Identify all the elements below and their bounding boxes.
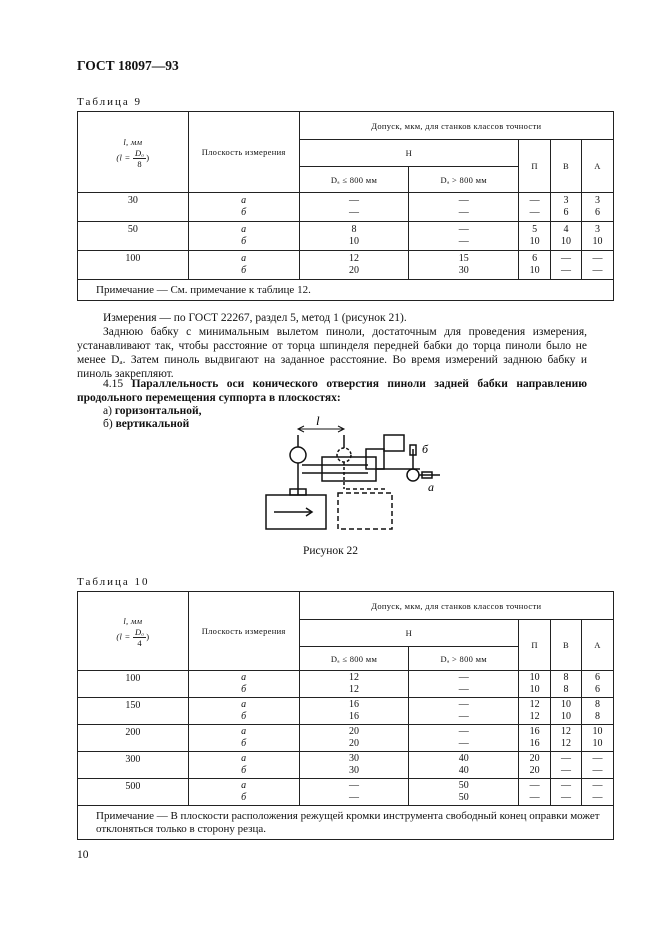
- h-le-cell-value: 16: [348, 711, 359, 722]
- v-cell-value: 12: [561, 738, 572, 749]
- h-le-cell-value: —: [348, 780, 359, 791]
- v-cell-value: —: [561, 780, 572, 791]
- table-row: [78, 725, 614, 752]
- a-cell: [582, 193, 614, 222]
- p-cell: [519, 779, 551, 806]
- plane-cell-value: б: [241, 765, 247, 776]
- h-le-cell-value: 20: [348, 726, 359, 737]
- l-cell: 50: [78, 222, 189, 251]
- col-l-header: l, мм (l = $\frac{\text{Dₐ}}{4}$ ): [78, 592, 189, 671]
- h-le-cell-value: 12: [348, 672, 359, 683]
- a-cell-value: —: [592, 765, 603, 776]
- v-cell-value: 10: [561, 236, 572, 247]
- p-cell: [519, 251, 551, 280]
- table9-caption: Таблица 9: [77, 96, 143, 108]
- h-gt-cell: [409, 779, 519, 806]
- a-cell-value: 6: [595, 684, 600, 695]
- v-cell-value: 3: [563, 195, 569, 206]
- h-gt-cell-value: 50: [458, 780, 469, 791]
- v-cell-value: 10: [561, 711, 572, 722]
- p-cell-value: 10: [529, 265, 540, 276]
- plane-cell-value: а: [241, 672, 247, 683]
- sub-le-header: Dₐ ≤ 800 мм: [299, 167, 409, 193]
- class-a-header: А: [582, 140, 614, 193]
- h-le-cell: [299, 752, 409, 779]
- h-le-cell-value: —: [348, 792, 359, 803]
- v-cell: [551, 752, 582, 779]
- p-cell-value: 10: [529, 672, 540, 683]
- h-le-cell: [299, 698, 409, 725]
- h-le-cell-value: 20: [348, 738, 359, 749]
- figure-22-caption: Рисунок 22: [302, 545, 359, 557]
- plane-cell-value: б: [241, 265, 247, 276]
- v-cell-value: —: [561, 253, 572, 264]
- l-cell: 100: [78, 671, 189, 698]
- plane-cell-value: а: [241, 780, 247, 791]
- table-row: [78, 251, 614, 280]
- p-cell-value: 12: [529, 711, 540, 722]
- plane-cell-value: б: [241, 711, 247, 722]
- table-row: [78, 671, 614, 698]
- v-cell: [551, 779, 582, 806]
- plane-cell-value: б: [241, 792, 247, 803]
- plane-cell-value: а: [241, 195, 247, 206]
- plane-cell-value: а: [241, 253, 247, 264]
- paragraph-measurement: Измерения — по ГОСТ 22267, раздел 5, метод 1 (рисунок 21).: [103, 312, 407, 324]
- item-a: а) горизонтальной,: [103, 405, 202, 417]
- a-cell: [582, 779, 614, 806]
- plane-cell: [188, 251, 299, 280]
- a-cell-value: 10: [592, 738, 603, 749]
- v-cell: [551, 698, 582, 725]
- class-h-header: Н: [299, 140, 519, 167]
- h-gt-cell-value: 40: [458, 765, 469, 776]
- h-gt-cell-value: —: [458, 672, 469, 683]
- plane-cell-value: б: [241, 236, 247, 247]
- h-le-cell-value: 8: [351, 224, 357, 235]
- p-cell-value: —: [529, 780, 540, 791]
- table10-caption: Таблица 10: [77, 576, 150, 588]
- plane-cell-value: а: [241, 753, 247, 764]
- h-le-cell-value: —: [348, 195, 359, 206]
- l-cell: 100: [78, 251, 189, 280]
- page-number: 10: [77, 849, 89, 861]
- paragraph-tailstock: Заднюю бабку с минимальным вылетом пиноли, достаточным для проведения измерения, устанавливают так, чтобы расстояние от торца шпинделя передней бабки до торца пиноли было не менее Dₐ. Затем пиноль выдвигают на заданное расстояние. Во время измерений заднюю бабку и пиноль закрепляют.: [77, 326, 587, 380]
- p-cell-value: 20: [529, 753, 540, 764]
- h-gt-cell-value: 30: [458, 265, 469, 276]
- h-gt-cell: [409, 251, 519, 280]
- h-le-cell: [299, 222, 409, 251]
- a-cell-value: 6: [595, 672, 600, 683]
- a-cell-value: 10: [592, 236, 603, 247]
- col-l-header: l, мм (l = $\frac{\text{Dₐ}}{8}$ ): [78, 112, 189, 193]
- a-cell: [582, 222, 614, 251]
- plane-cell: [188, 222, 299, 251]
- h-le-cell-value: 20: [348, 265, 359, 276]
- l-cell: 30: [78, 193, 189, 222]
- figure-22-diagram: [262, 415, 462, 535]
- plane-cell-value: а: [241, 726, 247, 737]
- figure-label-a: а: [428, 480, 434, 494]
- plane-cell: [188, 779, 299, 806]
- p-cell: [519, 698, 551, 725]
- h-le-cell: [299, 193, 409, 222]
- h-gt-cell: [409, 671, 519, 698]
- p-cell-value: 20: [529, 765, 540, 776]
- figure-label-b: б: [422, 442, 429, 456]
- h-le-cell-value: 12: [348, 253, 359, 264]
- l-cell: 500: [78, 779, 189, 806]
- v-cell-value: 8: [563, 684, 569, 695]
- h-gt-cell-value: —: [458, 726, 469, 737]
- a-cell-value: 10: [592, 726, 603, 737]
- h-gt-cell-value: 40: [458, 753, 469, 764]
- page-header: ГОСТ 18097—93: [77, 58, 179, 73]
- p-cell: [519, 752, 551, 779]
- h-gt-cell: [409, 193, 519, 222]
- a-cell: [582, 725, 614, 752]
- a-cell-value: —: [592, 253, 603, 264]
- h-le-cell: [299, 251, 409, 280]
- h-gt-cell-value: —: [458, 207, 469, 218]
- h-gt-cell-value: —: [458, 738, 469, 749]
- h-gt-cell-value: 15: [458, 253, 469, 264]
- p-cell-value: 10: [529, 236, 540, 247]
- class-p-header: П: [519, 620, 551, 671]
- p-cell-value: 5: [532, 224, 538, 235]
- plane-cell: [188, 698, 299, 725]
- class-p-header: П: [519, 140, 551, 193]
- h-gt-cell: [409, 725, 519, 752]
- l-cell: 200: [78, 725, 189, 752]
- v-cell-value: 10: [561, 699, 572, 710]
- a-cell-value: —: [592, 265, 603, 276]
- p-cell: [519, 725, 551, 752]
- table-row: [78, 779, 614, 806]
- p-cell-value: 12: [529, 699, 540, 710]
- h-le-cell-value: 12: [348, 684, 359, 695]
- plane-cell-value: б: [241, 738, 247, 749]
- p-cell: [519, 193, 551, 222]
- h-gt-cell: [409, 698, 519, 725]
- col-tolerance-header: Допуск, мкм, для станков классов точности: [299, 112, 613, 140]
- plane-cell: [188, 193, 299, 222]
- h-le-cell-value: 10: [348, 236, 359, 247]
- plane-cell: [188, 725, 299, 752]
- h-le-cell: [299, 671, 409, 698]
- h-gt-cell-value: —: [458, 236, 469, 247]
- v-cell: [551, 222, 582, 251]
- p-cell: [519, 671, 551, 698]
- a-cell: [582, 698, 614, 725]
- class-v-header: В: [551, 620, 582, 671]
- plane-cell: [188, 752, 299, 779]
- h-le-cell-value: 16: [348, 699, 359, 710]
- h-le-cell: [299, 779, 409, 806]
- h-gt-cell-value: —: [458, 711, 469, 722]
- table9: [77, 111, 614, 301]
- class-h-header: Н: [299, 620, 519, 647]
- sub-le-header: Dₐ ≤ 800 мм: [299, 647, 409, 671]
- h-le-cell-value: 30: [348, 765, 359, 776]
- v-cell: [551, 193, 582, 222]
- v-cell: [551, 251, 582, 280]
- class-a-header: А: [582, 620, 614, 671]
- v-cell-value: 6: [563, 207, 569, 218]
- col-tolerance-header: Допуск, мкм, для станков классов точности: [299, 592, 613, 620]
- a-cell: [582, 671, 614, 698]
- a-cell-value: 3: [595, 195, 600, 206]
- table9-note: Примечание — См. примечание к таблице 12.: [78, 280, 614, 301]
- a-cell-value: 8: [595, 711, 600, 722]
- v-cell-value: 8: [563, 672, 569, 683]
- h-le-cell-value: —: [348, 207, 359, 218]
- a-cell: [582, 251, 614, 280]
- plane-cell-value: б: [241, 207, 247, 218]
- p-cell-value: 10: [529, 684, 540, 695]
- table-row: [78, 222, 614, 251]
- v-cell-value: —: [561, 765, 572, 776]
- section-4-15: 4.15 Параллельность оси конического отверстия пиноли задней бабки направлению продольного перемещения суппорта в плоскостях:: [77, 378, 587, 404]
- class-v-header: В: [551, 140, 582, 193]
- l-cell: 150: [78, 698, 189, 725]
- table10: [77, 591, 614, 840]
- a-cell-value: —: [592, 753, 603, 764]
- table10-note: Примечание — В плоскости расположения режущей кромки инструмента свободный конец оправки может отклоняться только в сторону резца.: [78, 806, 614, 840]
- a-cell-value: —: [592, 792, 603, 803]
- v-cell: [551, 725, 582, 752]
- figure-label-l: l: [316, 415, 320, 428]
- plane-cell-value: б: [241, 684, 247, 695]
- v-cell-value: 12: [561, 726, 572, 737]
- table-row: [78, 698, 614, 725]
- p-cell: [519, 222, 551, 251]
- p-cell-value: —: [529, 792, 540, 803]
- plane-cell-value: а: [241, 224, 247, 235]
- sub-gt-header: Dₐ > 800 мм: [409, 167, 519, 193]
- item-b: б) вертикальной: [103, 418, 190, 430]
- h-gt-cell-value: —: [458, 699, 469, 710]
- v-cell-value: 4: [563, 224, 569, 235]
- a-cell-value: 8: [595, 699, 600, 710]
- p-cell-value: —: [529, 195, 540, 206]
- h-gt-cell-value: 50: [458, 792, 469, 803]
- p-cell-value: —: [529, 207, 540, 218]
- col-plane-header: Плоскость измерения: [188, 592, 299, 671]
- h-gt-cell: [409, 752, 519, 779]
- h-gt-cell-value: —: [458, 684, 469, 695]
- v-cell: [551, 671, 582, 698]
- h-gt-cell: [409, 222, 519, 251]
- a-cell-value: —: [592, 780, 603, 791]
- a-cell-value: 3: [595, 224, 600, 235]
- l-cell: 300: [78, 752, 189, 779]
- v-cell-value: —: [561, 753, 572, 764]
- v-cell-value: —: [561, 792, 572, 803]
- h-gt-cell-value: —: [458, 224, 469, 235]
- h-le-cell-value: 30: [348, 753, 359, 764]
- h-gt-cell-value: —: [458, 195, 469, 206]
- plane-cell-value: а: [241, 699, 247, 710]
- p-cell-value: 6: [532, 253, 538, 264]
- table-row: [78, 752, 614, 779]
- col-plane-header: Плоскость измерения: [188, 112, 299, 193]
- table-row: [78, 193, 614, 222]
- sub-gt-header: Dₐ > 800 мм: [409, 647, 519, 671]
- v-cell-value: —: [561, 265, 572, 276]
- h-le-cell: [299, 725, 409, 752]
- plane-cell: [188, 671, 299, 698]
- p-cell-value: 16: [529, 738, 540, 749]
- a-cell-value: 6: [595, 207, 600, 218]
- p-cell-value: 16: [529, 726, 540, 737]
- a-cell: [582, 752, 614, 779]
